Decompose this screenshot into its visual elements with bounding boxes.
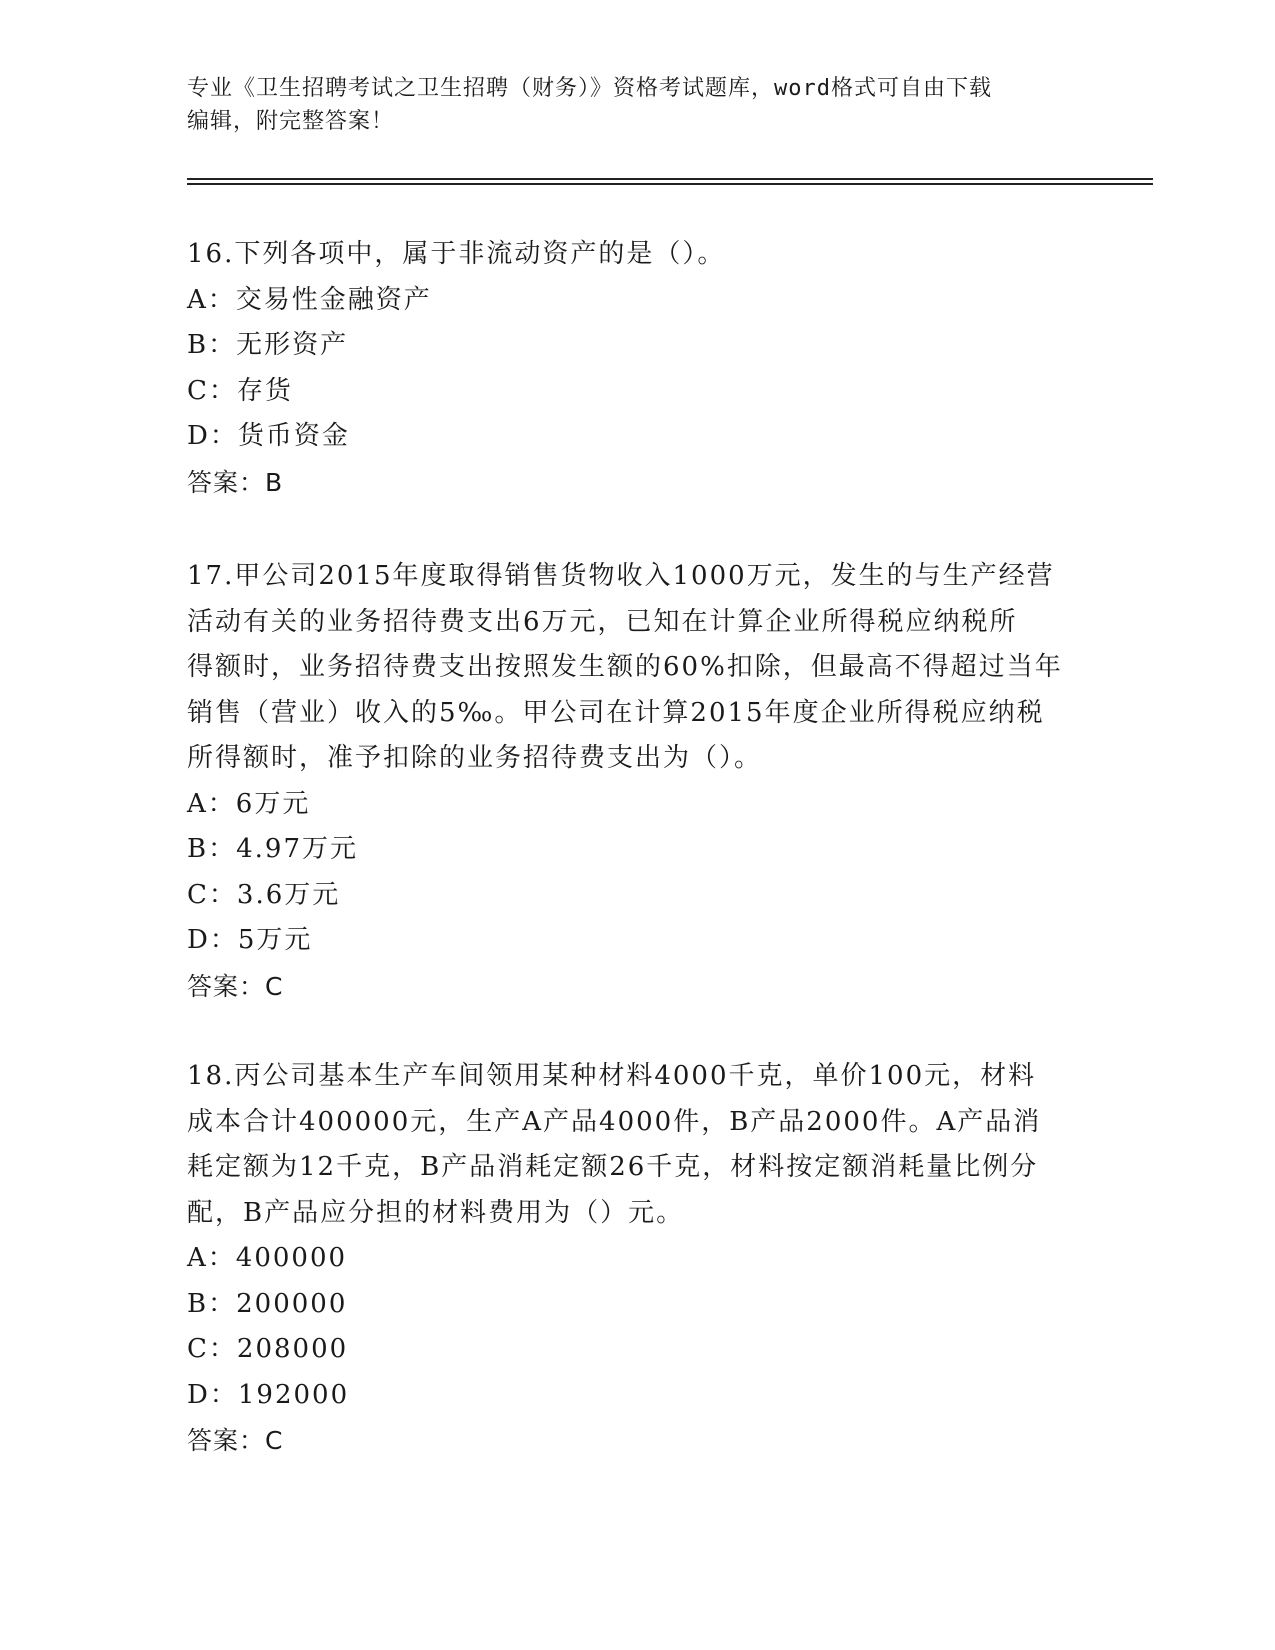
option-a <box>187 782 1087 828</box>
option-text: 存货 <box>236 375 293 406</box>
option-letter: C <box>187 879 209 910</box>
option-text: 4.97万元 <box>236 834 359 864</box>
question-stem-line: 所得额时，准予扣除的业务招待费支出为（）。 <box>187 743 763 773</box>
option-letter: C <box>187 1334 209 1364</box>
option-separator: ： <box>209 421 238 451</box>
option-separator: ： <box>208 1334 237 1364</box>
option-letter: A <box>187 1243 208 1273</box>
option-letter: D <box>187 1379 210 1410</box>
option-separator: ： <box>207 284 236 315</box>
header-divider-bottom <box>187 183 1153 185</box>
option-separator: ： <box>208 834 237 864</box>
option-text: 货币资金 <box>237 421 350 451</box>
option-text: 3.6万元 <box>236 879 341 910</box>
header-divider-top <box>187 178 1153 180</box>
option-text: 192000 <box>237 1379 350 1410</box>
option-d <box>187 918 1087 964</box>
option-b <box>187 323 1087 369</box>
question-18 <box>187 1054 1087 1464</box>
option-c <box>187 1327 1087 1373</box>
question-17 <box>187 554 1087 1009</box>
option-c <box>187 369 1087 415</box>
option-separator: ： <box>208 375 237 406</box>
option-text: 无形资产 <box>236 330 349 360</box>
option-letter: D <box>187 925 210 955</box>
option-separator: ： <box>208 879 237 910</box>
header-line-1: 专业《卫生招聘考试之卫生招聘（财务）》资格考试题库，word格式可自由下载 <box>187 76 992 101</box>
option-text: 6万元 <box>235 788 311 819</box>
option-text: 5万元 <box>237 925 313 955</box>
document-header <box>187 72 1087 138</box>
option-text: 交易性金融资产 <box>235 284 432 315</box>
question-stem-line: 配，B产品应分担的材料费用为（）元。 <box>187 1197 685 1228</box>
option-letter: B <box>187 834 209 864</box>
question-stem-line: 活动有关的业务招待费支出6万元，已知在计算企业所得税应纳税所 <box>187 606 1018 637</box>
option-letter: B <box>187 1288 209 1319</box>
option-letter: B <box>187 330 209 360</box>
option-text: 400000 <box>235 1243 348 1273</box>
question-stem-line: 成本合计400000元，生产A产品4000件，B产品2000件。A产品消 <box>187 1106 1042 1137</box>
option-letter: A <box>187 284 208 315</box>
option-d <box>187 414 1087 460</box>
option-b <box>187 1282 1087 1328</box>
question-stem-line: 销售（营业）收入的5‰。甲公司在计算2015年度企业所得税应纳税 <box>187 697 1045 728</box>
option-separator: ： <box>209 1379 238 1410</box>
option-letter: D <box>187 421 210 451</box>
option-separator: ： <box>209 925 238 955</box>
option-letter: A <box>187 788 208 819</box>
option-separator: ： <box>208 1288 237 1319</box>
option-b <box>187 827 1087 873</box>
option-text: 200000 <box>236 1288 348 1319</box>
option-a <box>187 278 1087 324</box>
option-a <box>187 1236 1087 1282</box>
question-16 <box>187 232 1087 505</box>
question-stem-line: 17.甲公司2015年度取得销售货物收入1000万元，发生的与生产经营 <box>187 561 1055 591</box>
option-letter: C <box>187 375 209 406</box>
option-text: 208000 <box>236 1334 349 1364</box>
question-stem-line: 得额时，业务招待费支出按照发生额的60%扣除，但最高不得超过当年 <box>187 652 1063 682</box>
question-stem-line: 耗定额为12千克，B产品消耗定额26千克，材料按定额消耗量比例分 <box>187 1152 1039 1182</box>
header-line-2: 编辑，附完整答案！ <box>187 109 395 134</box>
question-stem-line: 18.丙公司基本生产车间领用某种材料4000千克，单价100元，材料 <box>187 1061 1037 1091</box>
question-stem: 16.下列各项中，属于非流动资产的是（）。 <box>187 239 726 269</box>
option-d <box>187 1373 1087 1419</box>
option-separator: ： <box>208 330 237 360</box>
answer-label: 答案：C <box>187 1426 284 1455</box>
option-separator: ： <box>207 788 236 819</box>
answer-label: 答案：B <box>187 467 284 497</box>
answer-label: 答案：C <box>187 971 284 1001</box>
option-c <box>187 873 1087 919</box>
option-separator: ： <box>207 1243 236 1273</box>
